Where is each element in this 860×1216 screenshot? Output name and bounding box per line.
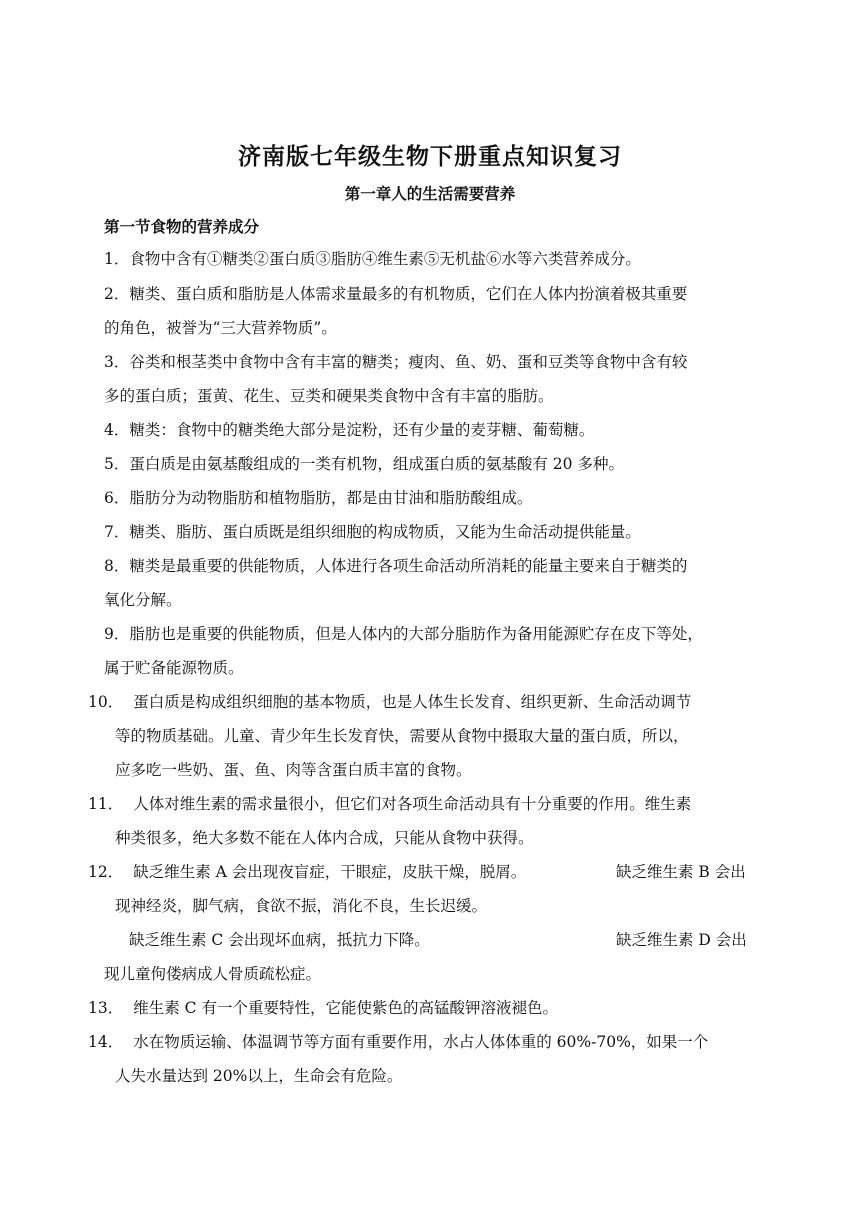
item-continuation: 属于贮备能源物质。 (104, 659, 244, 677)
item-continuation: 氧化分解。 (104, 591, 182, 609)
list-item (88, 997, 558, 1019)
item-text: 糖类：食物中的糖类绝大部分是淀粉，还有少量的麦芽糖、葡萄糖。 (129, 421, 595, 439)
list-item (104, 623, 703, 645)
item-text: 水在物质运输、体温调节等方面有重要作用，水占人体体重的 60%-70%，如果一个 (133, 1033, 709, 1051)
list-item (104, 521, 641, 543)
item-number: 4． (104, 421, 130, 439)
item-text: 食物中含有①糖类②蛋白质③脂肪④维生素⑤无机盐⑥水等六类营养成分。 (129, 250, 641, 268)
item-number: 5． (104, 455, 130, 473)
item-continuation: 缺乏维生素 C 会出现坏血病，抵抗力下降。 (129, 931, 430, 949)
item-number: 6． (104, 489, 130, 507)
item-text: 蛋白质是构成组织细胞的基本物质，也是人体生长发育、组织更新、生命活动调节 (133, 693, 692, 711)
item-number: 8． (104, 557, 130, 575)
item-text: 蛋白质是由氨基酸组成的一类有机物，组成蛋白质的氨基酸有 20 多种。 (129, 455, 624, 473)
item-continuation: 人失水量达到 20%以上，生命会有危险。 (115, 1067, 403, 1085)
list-item (104, 453, 624, 475)
document-title: 济南版七年级生物下册重点知识复习 (238, 144, 622, 170)
item-number: 9． (104, 625, 130, 643)
item-number: 14． (88, 1033, 124, 1051)
item-continuation: 种类很多，绝大多数不能在人体内合成，只能从食物中获得。 (115, 829, 534, 847)
chapter-heading: 第一章人的生活需要营养 (344, 185, 516, 203)
list-item (88, 793, 691, 815)
item-text: 糖类是最重要的供能物质，人体进行各项生命活动所消耗的能量主要来自于糖类的 (129, 557, 688, 575)
list-item (88, 861, 526, 883)
list-item (104, 248, 641, 270)
list-item (88, 691, 691, 713)
list-item (104, 555, 687, 577)
item-continuation: 现神经炎，脚气病，食欲不振，消化不良，生长迟缓。 (115, 897, 488, 915)
item-text: 缺乏维生素 D 会出 (616, 931, 747, 949)
item-text: 人体对维生素的需求量很小，但它们对各项生命活动具有十分重要的作用。维生素 (133, 795, 692, 813)
item-number: 1． (104, 250, 130, 268)
list-item (104, 419, 594, 441)
item-number: 7． (104, 523, 130, 541)
item-text: 缺乏维生素 A 会出现夜盲症，干眼症，皮肤干燥，脱屑。 (133, 863, 527, 881)
item-continuation: 应多吃一些奶、蛋、鱼、肉等含蛋白质丰富的食物。 (115, 761, 472, 779)
list-item (88, 1031, 708, 1053)
item-text: 维生素 C 有一个重要特性，它能使紫色的高锰酸钾溶液褪色。 (133, 999, 558, 1017)
list-item (104, 351, 687, 373)
item-continuation: 多的蛋白质；蛋黄、花生、豆类和硬果类食物中含有丰富的脂肪。 (104, 387, 554, 405)
item-continuation: 的角色，被誉为“三大营养物质”。 (104, 319, 337, 337)
list-item (104, 283, 687, 305)
list-item (104, 487, 532, 509)
item-number: 2． (104, 285, 130, 303)
item-text: 脂肪也是重要的供能物质，但是人体内的大部分脂肪作为备用能源贮存在皮下等处， (129, 625, 703, 643)
section-heading: 第一节食物的营养成分 (104, 218, 260, 236)
item-text: 糖类、蛋白质和脂肪是人体需求量最多的有机物质，它们在人体内扮演着极其重要 (129, 285, 688, 303)
item-number: 11． (88, 795, 124, 813)
item-number: 13． (88, 999, 124, 1017)
item-number: 12． (88, 863, 124, 881)
item-text: 谷类和根茎类中食物中含有丰富的糖类；瘦肉、鱼、奶、蛋和豆类等食物中含有较 (129, 353, 688, 371)
item-continuation: 等的物质基础。儿童、青少年生长发育快，需要从食物中摄取大量的蛋白质，所以， (115, 727, 689, 745)
item-number: 10． (88, 693, 124, 711)
item-continuation: 现儿童佝偻病成人骨质疏松症。 (104, 965, 322, 983)
item-number: 3． (104, 353, 130, 371)
item-text: 缺乏维生素 B 会出 (616, 863, 746, 881)
item-text: 糖类、脂肪、蛋白质既是组织细胞的构成物质，又能为生命活动提供能量。 (129, 523, 641, 541)
item-text: 脂肪分为动物脂肪和植物脂肪，都是由甘油和脂肪酸组成。 (129, 489, 533, 507)
